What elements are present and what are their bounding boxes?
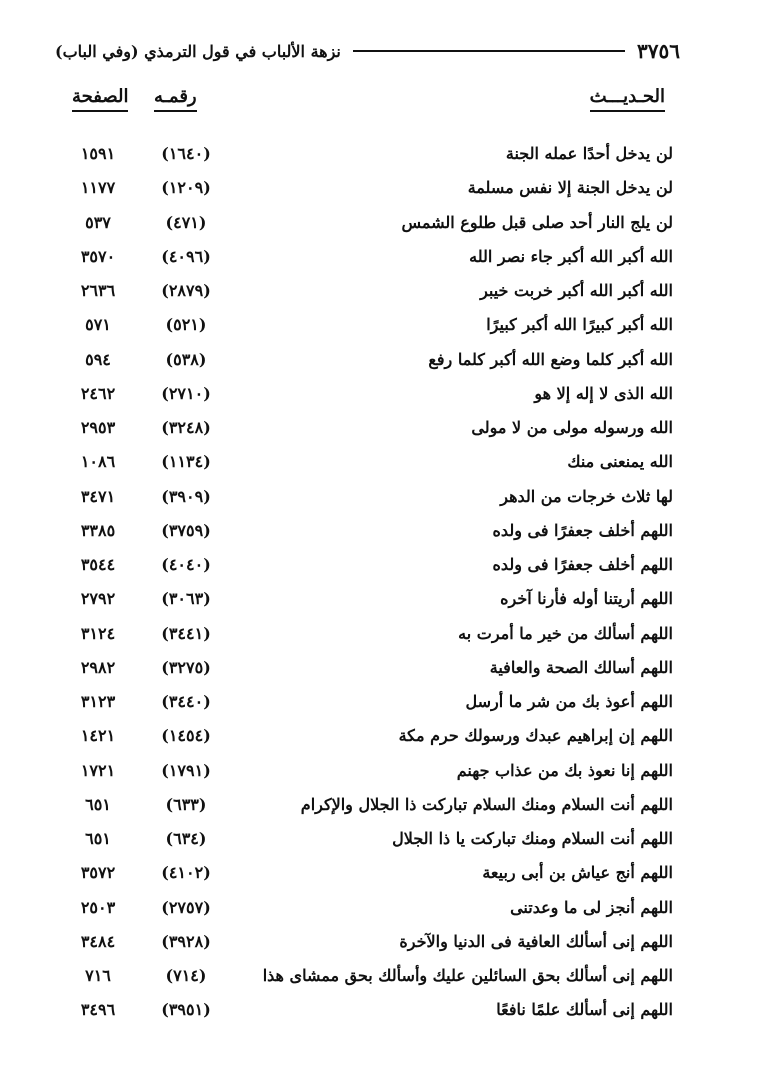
index-row: [0, 791, 757, 825]
column-header-page: الصفحة: [72, 86, 128, 112]
index-row: [0, 448, 757, 482]
page-ref: ٥٧١: [85, 315, 111, 335]
index-row: [0, 996, 757, 1030]
hadith-number: (٤٠٩٦): [161, 246, 211, 266]
running-header: [55, 36, 680, 66]
index-row: [0, 277, 757, 311]
hadith-text: الله ورسوله مولى من لا مولى: [471, 418, 673, 437]
index-row: [0, 140, 757, 174]
page-ref: ٢٩٨٢: [80, 657, 116, 677]
column-header-number: رقمـه: [154, 86, 197, 112]
hadith-number: (٣٩٥١): [161, 1000, 211, 1020]
hadith-number: (٣٩٢٨): [161, 931, 211, 951]
hadith-text: اللهم أسالك الصحة والعافية: [489, 657, 673, 677]
hadith-text: اللهم إنى أسألك العافية فى الدنيا والآخرة: [399, 931, 673, 951]
hadith-number: (٣٤٤١): [161, 623, 211, 643]
hadith-text: اللهم أنج عياش بن أبى ربيعة: [482, 863, 673, 883]
hadith-number: (١٧٩١): [161, 760, 211, 780]
page-ref: ٣١٢٤: [80, 623, 116, 643]
index-row: [0, 757, 757, 791]
hadith-number: (١٢٠٩): [161, 178, 211, 198]
page-ref: ٣٥٤٤: [80, 555, 116, 574]
hadith-number: (٣٢٧٥): [161, 657, 211, 677]
hadith-text: اللهم أخلف جعفرًا فى ولده: [492, 555, 673, 574]
hadith-text: الله يمنعنى منك: [567, 452, 673, 472]
page-ref: ٣٤٧١: [80, 486, 116, 506]
hadith-text: اللهم أنت السلام ومنك السلام تباركت ذا الجلال والإكرام: [300, 794, 673, 814]
hadith-number: (٣٧٥٩): [161, 520, 211, 540]
page-ref: ٣٤٩٦: [80, 1000, 116, 1020]
hadith-text: اللهم إنى أسألك علمًا نافعًا: [496, 1000, 673, 1020]
hadith-number: (٢٨٧٩): [161, 281, 211, 300]
hadith-number: (٧١٤): [165, 966, 207, 985]
page-ref: ٥٩٤: [85, 349, 111, 369]
page-ref: ٣٥٧٠: [80, 246, 116, 266]
page-ref: ٥٣٧: [85, 212, 111, 232]
hadith-number: (١٤٥٤): [161, 726, 211, 746]
index-row: [0, 654, 757, 688]
hadith-text: لها ثلاث خرجات من الدهر: [500, 486, 673, 506]
hadith-text: الله أكبر كبيرًا الله أكبر كبيرًا: [486, 315, 673, 335]
hadith-text: اللهم أريتنا أوله فأرنا آخره: [500, 589, 673, 609]
index-table: [0, 140, 757, 1031]
index-row: [0, 722, 757, 756]
index-row: [0, 551, 757, 585]
index-row: [0, 311, 757, 345]
hadith-number: (٥٢١): [165, 315, 207, 335]
index-row: [0, 209, 757, 243]
page-ref: ٣١٢٣: [80, 692, 116, 711]
index-row: [0, 894, 757, 928]
page-ref: ١٠٨٦: [80, 452, 116, 472]
page-number: ٣٧٥٦: [637, 39, 680, 63]
hadith-number: (٣٠٦٣): [161, 589, 211, 609]
hadith-text: الله أكبر الله أكبر جاء نصر الله: [469, 246, 673, 266]
hadith-number: (٥٣٨): [165, 349, 207, 369]
page-ref: ٢٩٥٣: [80, 418, 116, 437]
page-ref: ٦٥١: [85, 829, 111, 848]
index-row: [0, 620, 757, 654]
page-ref: ٢٤٦٢: [80, 383, 116, 403]
hadith-number: (٢٧٥٧): [161, 897, 211, 917]
hadith-text: اللهم أسألك من خير ما أمرت به: [458, 623, 673, 643]
page-ref: ١١٧٧: [80, 178, 116, 198]
column-header-hadith: الحـديـــث: [590, 86, 665, 112]
hadith-text: اللهم إنا نعوذ بك من عذاب جهنم: [456, 760, 673, 780]
index-row: [0, 174, 757, 208]
page-ref: ٣٥٧٢: [80, 863, 116, 883]
page-ref: ١٤٢١: [80, 726, 116, 746]
index-row: [0, 928, 757, 962]
hadith-text: اللهم أنجز لى ما وعدتنى: [510, 897, 673, 917]
hadith-number: (٣٤٤٠): [161, 692, 211, 711]
index-row: [0, 414, 757, 448]
page-ref: ٣٤٨٤: [80, 931, 116, 951]
page-ref: ١٥٩١: [80, 144, 116, 163]
hadith-text: اللهم أخلف جعفرًا فى ولده: [492, 520, 673, 540]
page-ref: ٦٥١: [85, 794, 111, 814]
hadith-text: اللهم إنى أسألك بحق السائلين عليك وأسألك بحق ممشاى هذا: [262, 966, 673, 985]
hadith-number: (١٦٤٠): [161, 144, 211, 163]
page-ref: ٧١٦: [85, 966, 111, 985]
index-row: [0, 517, 757, 551]
hadith-text: اللهم أعوذ بك من شر ما أرسل: [465, 692, 673, 711]
hadith-number: (٣٢٤٨): [161, 418, 211, 437]
index-row: [0, 346, 757, 380]
hadith-text: لن يدخل الجنة إلا نفس مسلمة: [467, 178, 673, 198]
page-ref: ٢٥٠٣: [80, 897, 116, 917]
hadith-number: (٦٣٣): [165, 794, 207, 814]
index-row: [0, 688, 757, 722]
hadith-number: (٣٩٠٩): [161, 486, 211, 506]
page-ref: ١٧٢١: [80, 760, 116, 780]
index-row: [0, 483, 757, 517]
hadith-text: اللهم إن إبراهيم عبدك ورسولك حرم مكة: [398, 726, 673, 746]
index-row: [0, 243, 757, 277]
hadith-number: (٢٧١٠): [161, 383, 211, 403]
hadith-number: (٦٣٤): [165, 829, 207, 848]
hadith-text: اللهم أنت السلام ومنك تباركت يا ذا الجلال: [392, 829, 673, 848]
hadith-number: (٤٧١): [165, 212, 207, 232]
index-row: [0, 825, 757, 859]
index-row: [0, 585, 757, 619]
hadith-text: الله الذى لا إله إلا هو: [534, 383, 673, 403]
header-rule: [353, 50, 625, 52]
index-row: [0, 380, 757, 414]
hadith-text: لن يلج النار أحد صلى قبل طلوع الشمس: [401, 212, 673, 232]
hadith-text: الله أكبر كلما وضع الله أكبر كلما رفع: [428, 349, 673, 369]
hadith-text: الله أكبر الله أكبر خربت خيبر: [480, 281, 673, 300]
hadith-number: (٤٠٤٠): [161, 555, 211, 574]
page-ref: ٣٣٨٥: [80, 520, 116, 540]
page-ref: ٢٧٩٢: [80, 589, 116, 609]
index-row: [0, 859, 757, 893]
hadith-number: (٤١٠٢): [161, 863, 211, 883]
book-title: نزهة الألباب في قول الترمذي (وفي الباب): [55, 41, 341, 61]
hadith-number: (١١٣٤): [161, 452, 211, 472]
index-row: [0, 962, 757, 996]
page-ref: ٢٦٣٦: [80, 281, 116, 300]
hadith-text: لن يدخل أحدًا عمله الجنة: [505, 144, 673, 163]
